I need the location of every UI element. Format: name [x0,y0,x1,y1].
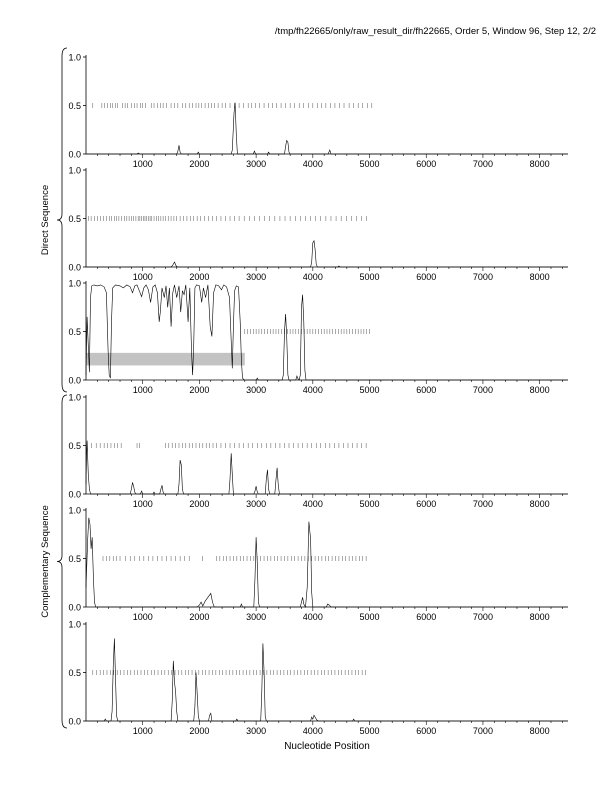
x-tick-label-3-4000: 4000 [302,385,323,395]
x-tick-label-3-7000: 7000 [472,385,493,395]
x-tick-label-3-1000: 1000 [132,385,153,395]
x-tick-label-6-1000: 1000 [132,726,153,736]
x-tick-label-3-5000: 5000 [359,385,380,395]
series-line-1-0 [86,103,568,154]
x-tick-label-2-6000: 6000 [416,272,437,282]
x-tick-label-3-6000: 6000 [416,385,437,395]
y-tick-label-5-1: 0.5 [68,554,81,564]
complementary-brace [57,395,67,728]
x-tick-label-5-1000: 1000 [132,612,153,622]
x-tick-label-4-2000: 2000 [189,499,210,509]
y-tick-label-1-0: 0.0 [68,149,81,160]
x-tick-label-3-2000: 2000 [189,385,210,395]
x-tick-label-4-6000: 6000 [416,499,437,509]
x-tick-label-4-8000: 8000 [529,499,550,509]
x-tick-label-5-8000: 8000 [529,612,550,622]
direct-sequence-label: Direct Sequence [40,184,51,256]
x-axis-title: Nucleotide Position [284,741,370,752]
x-tick-label-2-1000: 1000 [132,272,153,282]
x-tick-label-2-3000: 3000 [246,272,267,282]
y-tick-label-2-0: 0.0 [68,262,81,273]
x-tick-label-5-7000: 7000 [472,612,493,622]
y-tick-label-3-2: 1.0 [68,278,81,289]
x-tick-label-1-6000: 6000 [416,159,437,169]
y-tick-label-1-2: 1.0 [68,52,81,63]
series-line-6-0 [86,639,568,722]
x-tick-label-6-3000: 3000 [246,726,267,736]
y-tick-label-6-1: 0.5 [68,668,81,678]
y-tick-label-5-0: 0.0 [68,602,81,613]
x-tick-label-4-1000: 1000 [132,499,153,509]
x-tick-label-2-4000: 4000 [302,272,323,282]
x-tick-label-6-8000: 8000 [529,726,550,736]
series-line-4-0 [86,441,568,494]
x-tick-label-1-4000: 4000 [302,159,323,169]
x-tick-label-5-2000: 2000 [189,612,210,622]
x-tick-label-2-8000: 8000 [529,272,550,282]
y-tick-label-2-2: 1.0 [68,165,81,176]
y-tick-label-5-2: 1.0 [68,505,81,516]
series-line-5-0 [86,518,568,607]
x-tick-label-1-1000: 1000 [132,159,153,169]
x-tick-label-5-5000: 5000 [359,612,380,622]
x-tick-label-1-7000: 7000 [472,159,493,169]
header-title: /tmp/fh22665/only/raw_result_dir/fh22665, Order 5, Window 96, Step 12, 2/2 [274,26,596,37]
y-tick-label-4-1: 0.5 [68,441,81,451]
x-tick-label-3-8000: 8000 [529,385,550,395]
y-tick-label-3-1: 0.5 [68,327,81,337]
x-tick-label-4-4000: 4000 [302,499,323,509]
x-tick-label-4-7000: 7000 [472,499,493,509]
direct-brace [57,48,67,392]
y-tick-label-1-1: 0.5 [68,101,81,111]
series-line-2-0 [86,241,568,267]
x-tick-label-6-2000: 2000 [189,726,210,736]
x-tick-label-2-5000: 5000 [359,272,380,282]
y-tick-label-6-2: 1.0 [68,619,81,630]
x-tick-label-1-3000: 3000 [246,159,267,169]
x-tick-label-5-3000: 3000 [246,612,267,622]
x-tick-label-6-7000: 7000 [472,726,493,736]
x-tick-label-2-2000: 2000 [189,272,210,282]
complementary-sequence-label: Complementary Sequence [40,505,51,618]
x-tick-label-5-6000: 6000 [416,612,437,622]
highlight-band-3 [86,353,245,366]
x-tick-label-4-5000: 5000 [359,499,380,509]
x-tick-label-1-5000: 5000 [359,159,380,169]
x-tick-label-6-4000: 4000 [302,726,323,736]
y-tick-label-6-0: 0.0 [68,716,81,727]
x-tick-label-6-6000: 6000 [416,726,437,736]
y-tick-label-2-1: 0.5 [68,214,81,224]
x-tick-label-6-5000: 5000 [359,726,380,736]
x-tick-label-2-7000: 7000 [472,272,493,282]
x-tick-label-3-3000: 3000 [246,385,267,395]
y-tick-label-4-0: 0.0 [68,489,81,500]
y-tick-label-3-0: 0.0 [68,375,81,386]
x-tick-label-1-8000: 8000 [529,159,550,169]
x-tick-label-1-2000: 2000 [189,159,210,169]
x-tick-label-5-4000: 4000 [302,612,323,622]
y-tick-label-4-2: 1.0 [68,392,81,403]
x-tick-label-4-3000: 3000 [246,499,267,509]
